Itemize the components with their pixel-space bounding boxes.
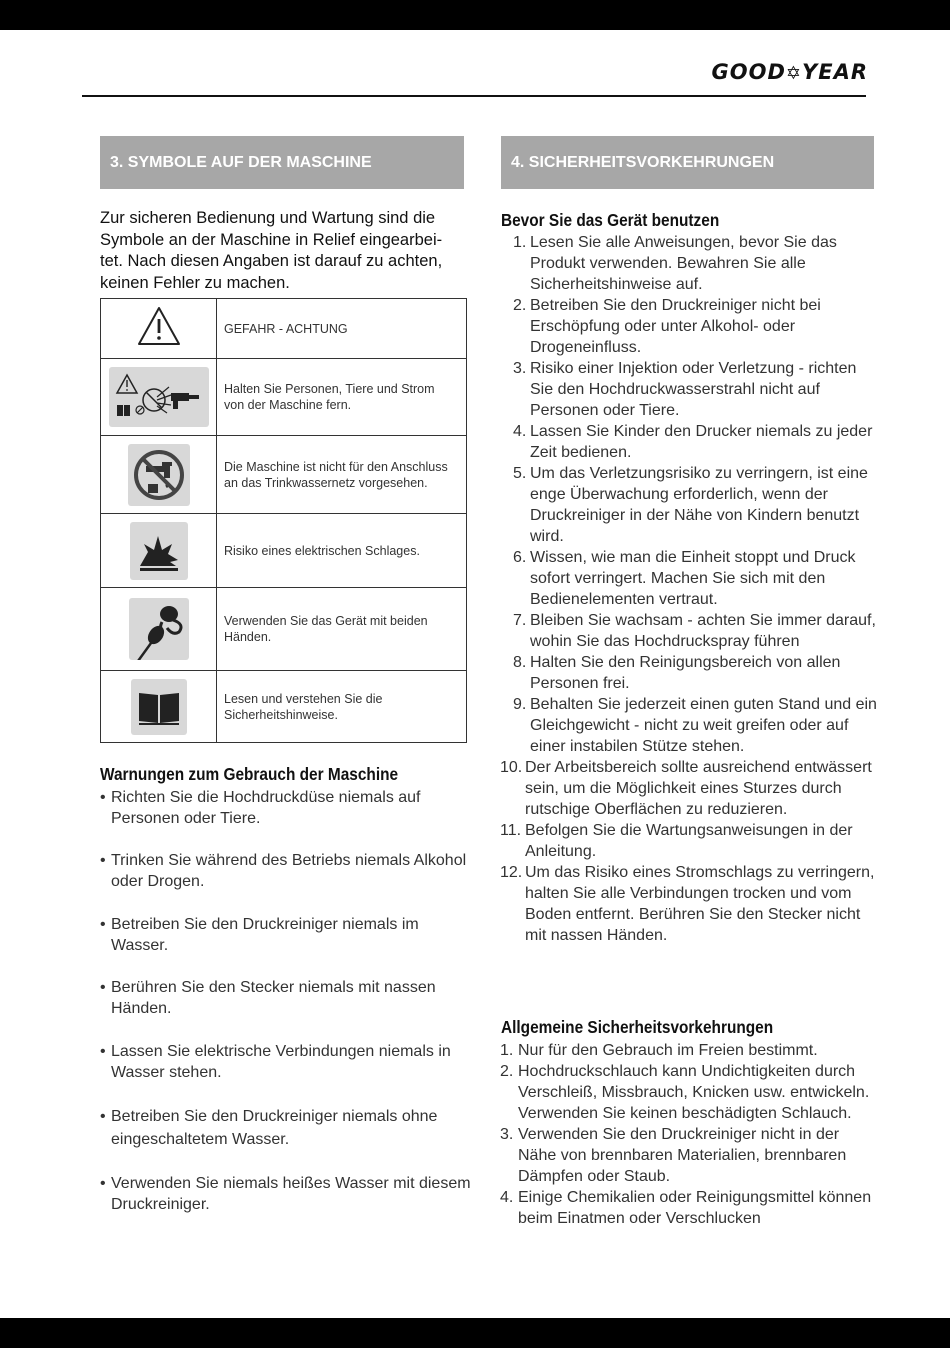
item-text: Lassen Sie Kinder den Drucker niemals zu jeder Zeit bedienen. — [530, 423, 873, 461]
item-text: Einige Chemikalien oder Reinigungsmittel können beim Einatmen oder Verschlucken — [518, 1189, 872, 1227]
warning-text: Betreiben Sie den Druckreiniger niemals ohne eingeschaltetem Wasser. — [111, 1108, 438, 1148]
list-item: • Betreiben Sie den Druckreiniger niemals ohne eingeschaltetem Wasser. — [100, 1105, 480, 1151]
symbol-cell — [101, 588, 217, 671]
symbols-intro — [100, 208, 470, 294]
symbols-table — [100, 298, 467, 743]
item-text: Um das Verletzungsrisiko zu verringern, ist eine enge Überwachung erforderlich, wenn der Druckreiniger in der Nähe von Kindern benutzt wird. — [530, 465, 868, 545]
item-number: 11. — [500, 822, 522, 839]
list-item — [500, 652, 878, 694]
list-item: • Betreiben Sie den Druckreiniger niemals im Wasser. — [100, 914, 480, 956]
list-item — [500, 421, 878, 463]
symbol-description: Halten Sie Personen, Tiere und Strom von der Maschine fern. — [217, 359, 467, 436]
symbol-cell — [101, 436, 217, 514]
symbol-cell — [101, 299, 217, 359]
list-item — [500, 757, 878, 820]
list-item: • Richten Sie die Hochdruckdüse niemals auf Personen oder Tiere. — [100, 787, 480, 829]
symbol-description: Verwenden Sie das Gerät mit beiden Händen. — [217, 588, 467, 671]
list-item — [500, 1187, 878, 1229]
intro-line: Zur sicheren Bedienung und Wartung sind die — [100, 209, 436, 227]
list-item — [500, 820, 878, 862]
symbol-description: Risiko eines elektrischen Schlages. — [217, 514, 467, 588]
warning-text: Richten Sie die Hochdruckdüse niemals auf Personen oder Tiere. — [111, 789, 421, 827]
section-title-safety: 4. SICHERHEITSVORKEHRUNGEN — [501, 136, 874, 189]
warning-triangle-icon — [136, 305, 182, 352]
table-row — [101, 514, 467, 588]
item-number: 5. — [513, 465, 527, 482]
item-number: 7. — [513, 612, 527, 629]
table-row — [101, 671, 467, 743]
intro-line: keinen Fehler zu machen. — [100, 273, 290, 292]
list-item: • Berühren Sie den Stecker niemals mit nassen Händen. — [100, 977, 480, 1019]
goodyear-logo: GOOD✡YEAR — [711, 60, 868, 84]
warnings-heading: Warnungen zum Gebrauch der Maschine — [100, 764, 399, 784]
list-item — [500, 1040, 878, 1061]
wingfoot-icon: ✡ — [785, 63, 803, 84]
item-number: 6. — [513, 549, 527, 566]
table-row — [101, 588, 467, 671]
list-item: • Verwenden Sie niemals heißes Wasser mit diesem Druckreiniger. — [100, 1173, 480, 1215]
symbol-cell — [101, 671, 217, 743]
warning-text: Verwenden Sie niemals heißes Wasser mit diesem Druckreiniger. — [111, 1175, 471, 1213]
item-number: 10. — [500, 759, 523, 776]
general-safety-list — [500, 1040, 878, 1229]
item-text: Bleiben Sie wachsam - achten Sie immer darauf, wohin Sie das Hochdruckspray führen — [530, 612, 876, 650]
warning-text: Lassen Sie elektrische Verbindungen niemals in Wasser stehen. — [111, 1043, 451, 1081]
intro-line: Symbole an der Maschine in Relief eingearbei- — [100, 230, 443, 249]
item-number: 1. — [513, 234, 527, 251]
item-number: 4. — [513, 423, 527, 440]
symbol-cell — [101, 359, 217, 436]
item-text: Wissen, wie man die Einheit stoppt und Druck sofort verringert. Machen Sie sich mit den Bedienelementen vertraut. — [530, 549, 856, 608]
item-text: Um das Risiko eines Stromschlags zu verringern, halten Sie alle Verbindungen trocken und vom Boden entfernt. Berühren Sie den Stecker nicht mit nassen Händen. — [525, 864, 875, 944]
item-text: Betreiben Sie den Druckreiniger nicht bei Erschöpfung oder unter Alkohol- oder Drogeneinfluss. — [530, 297, 821, 356]
item-text: Nur für den Gebrauch im Freien bestimmt. — [518, 1042, 818, 1059]
intro-line: tet. Nach diesen Angaben ist darauf zu achten, — [100, 252, 443, 270]
top-bar — [0, 0, 950, 30]
item-text: Lesen Sie alle Anweisungen, bevor Sie das Produkt verwenden. Bewahren Sie alle Sicherheitshinweise auf. — [530, 234, 837, 293]
before-use-heading: Bevor Sie das Gerät benutzen — [501, 210, 720, 230]
list-item — [500, 1061, 878, 1124]
warning-text: Berühren Sie den Stecker niemals mit nassen Händen. — [111, 979, 436, 1017]
manual-book-icon — [131, 679, 187, 735]
electric-shock-icon — [130, 522, 188, 580]
table-row — [101, 436, 467, 514]
header-rule — [82, 95, 866, 97]
item-number: 12. — [500, 864, 523, 881]
before-use-list — [500, 232, 878, 946]
item-number: 1. — [500, 1042, 514, 1059]
symbol-cell — [101, 514, 217, 588]
item-number: 3. — [500, 1126, 514, 1143]
list-item — [500, 610, 878, 652]
warning-text: Trinken Sie während des Betriebs niemals Alkohol oder Drogen. — [111, 852, 467, 890]
list-item — [500, 232, 878, 295]
item-text: Halten Sie den Reinigungsbereich von allen Personen frei. — [530, 654, 841, 692]
no-drinking-water-icon — [128, 444, 190, 506]
bottom-bar — [0, 1318, 950, 1348]
list-item — [500, 1124, 878, 1187]
list-item — [500, 463, 878, 547]
list-item: • Lassen Sie elektrische Verbindungen niemals in Wasser stehen. — [100, 1041, 480, 1083]
item-text: Befolgen Sie die Wartungsanweisungen in der Anleitung. — [525, 822, 853, 860]
list-item — [500, 547, 878, 610]
two-hands-icon — [129, 598, 189, 660]
item-number: 3. — [513, 360, 527, 377]
item-number: 8. — [513, 654, 527, 671]
item-number: 4. — [500, 1189, 514, 1206]
item-text: Der Arbeitsbereich sollte ausreichend entwässert sein, um die Möglichkeit eines Sturzes durch rutschige Oberflächen zu reduzieren. — [525, 759, 872, 818]
general-safety-heading: Allgemeine Sicherheitsvorkehrungen — [501, 1017, 774, 1037]
item-number: 9. — [513, 696, 527, 713]
list-item: • Trinken Sie während des Betriebs niemals Alkohol oder Drogen. — [100, 850, 480, 892]
keep-away-icon — [109, 367, 209, 427]
list-item — [500, 358, 878, 421]
table-row — [101, 359, 467, 436]
table-row — [101, 299, 467, 359]
symbol-description: GEFAHR - ACHTUNG — [217, 299, 467, 359]
section-title-symbols: 3. SYMBOLE AUF DER MASCHINE — [100, 136, 464, 189]
list-item — [500, 862, 878, 946]
item-number: 2. — [500, 1063, 514, 1080]
item-text: Verwenden Sie den Druckreiniger nicht in der Nähe von brennbaren Materialien, brennbaren Dämpfen oder Staub. — [518, 1126, 847, 1185]
item-text: Risiko einer Injektion oder Verletzung - richten Sie den Hochdruckwasserstrahl nicht auf Personen oder Tiere. — [530, 360, 857, 419]
item-text: Hochdruckschlauch kann Undichtigkeiten durch Verschleiß, Missbrauch, Knicken usw. entwickeln. Verwenden Sie keinen beschädigten Schlauch. — [518, 1063, 870, 1122]
list-item — [500, 295, 878, 358]
item-text: Behalten Sie jederzeit einen guten Stand und ein Gleichgewicht - nicht zu weit greifen oder auf einer instabilen Stütze stehen. — [530, 696, 877, 755]
symbol-description: Die Maschine ist nicht für den Anschluss an das Trinkwassernetz vorgesehen. — [217, 436, 467, 514]
list-item — [500, 694, 878, 757]
symbol-description: Lesen und verstehen Sie die Sicherheitshinweise. — [217, 671, 467, 743]
item-number: 2. — [513, 297, 527, 314]
warning-text: Betreiben Sie den Druckreiniger niemals im Wasser. — [111, 916, 419, 954]
